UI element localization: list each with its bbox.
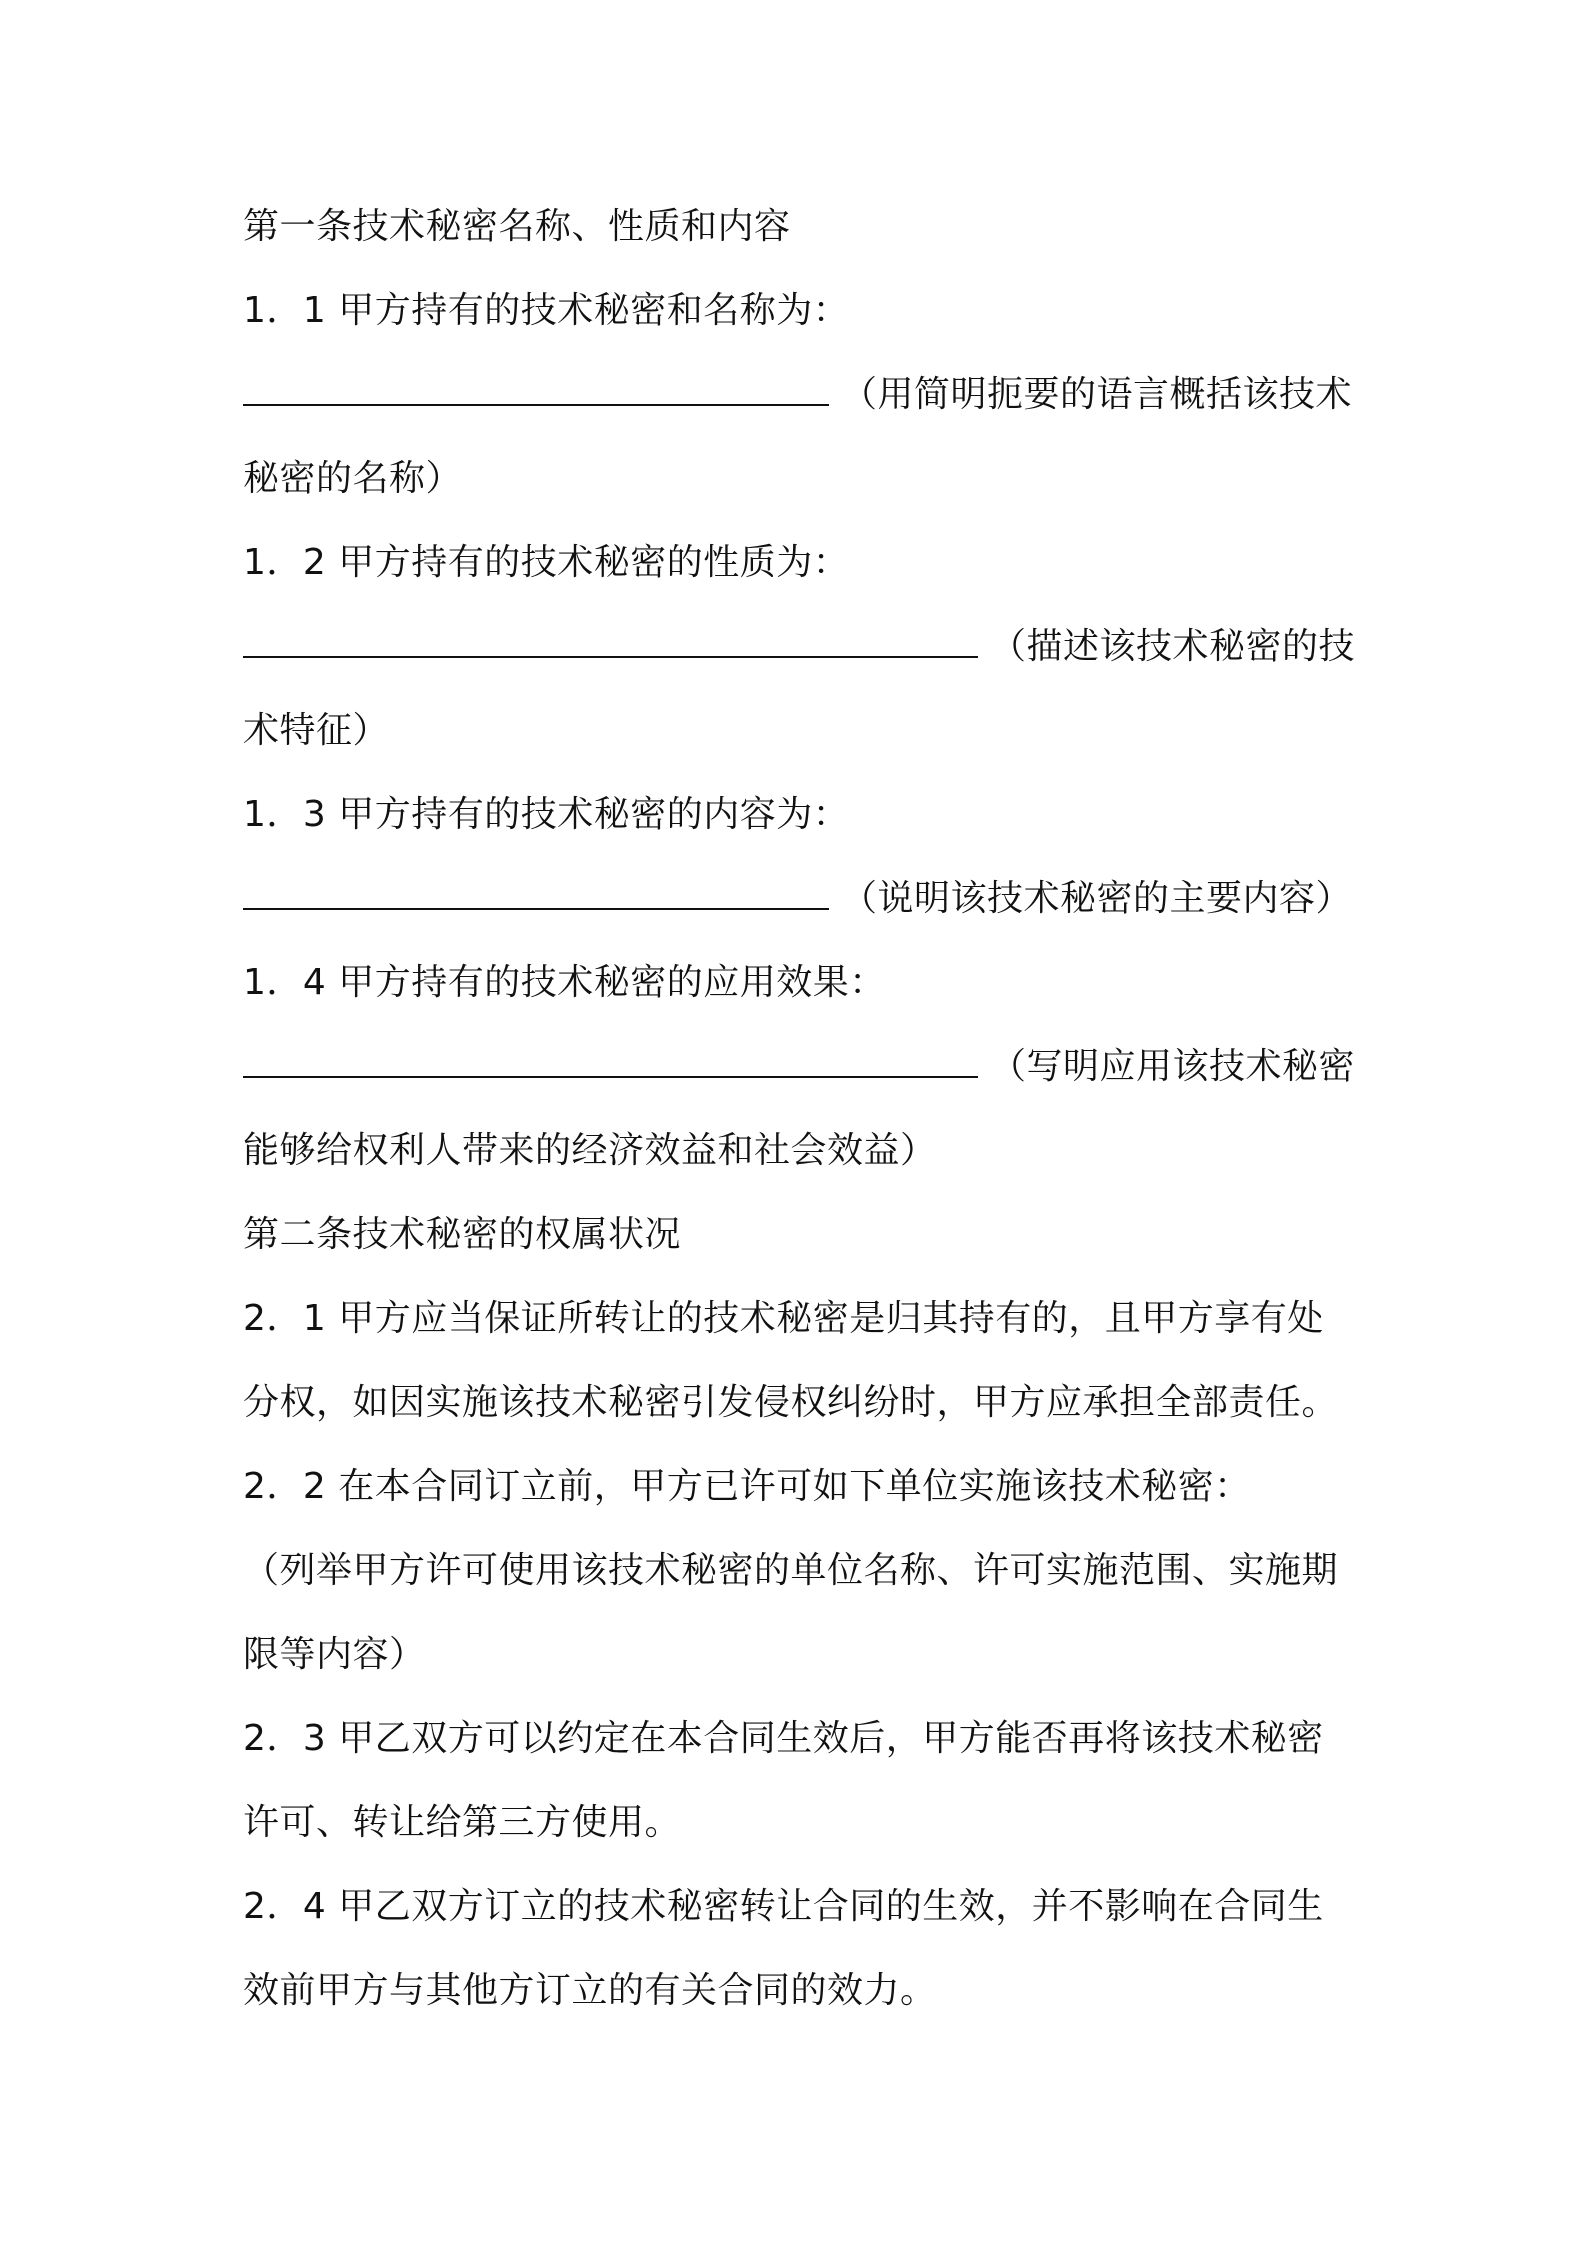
clause-1-1: 1．1 甲方持有的技术秘密和名称为： [243, 290, 850, 331]
fill-in-blank [243, 370, 829, 406]
clause-1-3: 1．3 甲方持有的技术秘密的内容为： [243, 794, 850, 835]
fill-in-blank [243, 874, 829, 910]
clause-1-2-hint-continued: 术特征） [243, 710, 390, 751]
article-2-heading: 第二条技术秘密的权属状况 [243, 1214, 682, 1255]
fill-in-blank [243, 1042, 978, 1078]
clause-1-1-blank-line [243, 370, 1352, 420]
clause-2-1-continued: 分权，如因实施该技术秘密引发侵权纠纷时，甲方应承担全部责任。 [243, 1382, 1339, 1423]
clause-2-2-hint: （列举甲方许可使用该技术秘密的单位名称、许可实施范围、实施期 [243, 1550, 1339, 1591]
clause-1-2-hint: （描述该技术秘密的技 [990, 626, 1356, 667]
clause-2-2-hint-continued: 限等内容） [243, 1634, 426, 1675]
clause-1-1-hint-continued: 秘密的名称） [243, 458, 463, 499]
clause-1-3-hint: （说明该技术秘密的主要内容） [841, 878, 1353, 919]
clause-1-4-hint-continued: 能够给权利人带来的经济效益和社会效益） [243, 1130, 937, 1171]
clause-1-4: 1．4 甲方持有的技术秘密的应用效果： [243, 962, 886, 1003]
clause-2-4: 2．4 甲乙双方订立的技术秘密转让合同的生效，并不影响在合同生 [243, 1886, 1324, 1927]
clause-2-1: 2．1 甲方应当保证所转让的技术秘密是归其持有的，且甲方享有处 [243, 1298, 1324, 1339]
clause-1-3-blank-line [243, 874, 1352, 924]
clause-1-1-hint: （用简明扼要的语言概括该技术 [841, 374, 1353, 415]
clause-2-3: 2．3 甲乙双方可以约定在本合同生效后，甲方能否再将该技术秘密 [243, 1718, 1324, 1759]
clause-1-2-blank-line [243, 622, 1355, 672]
clause-2-2: 2．2 在本合同订立前，甲方已许可如下单位实施该技术秘密： [243, 1466, 1251, 1507]
clause-1-4-hint: （写明应用该技术秘密 [990, 1046, 1356, 1087]
clause-1-2: 1．2 甲方持有的技术秘密的性质为： [243, 542, 850, 583]
clause-2-3-continued: 许可、转让给第三方使用。 [243, 1802, 682, 1843]
clause-2-4-continued: 效前甲方与其他方订立的有关合同的效力。 [243, 1970, 937, 2011]
article-1-heading: 第一条技术秘密名称、性质和内容 [243, 206, 791, 247]
fill-in-blank [243, 622, 978, 658]
clause-1-4-blank-line [243, 1042, 1355, 1092]
